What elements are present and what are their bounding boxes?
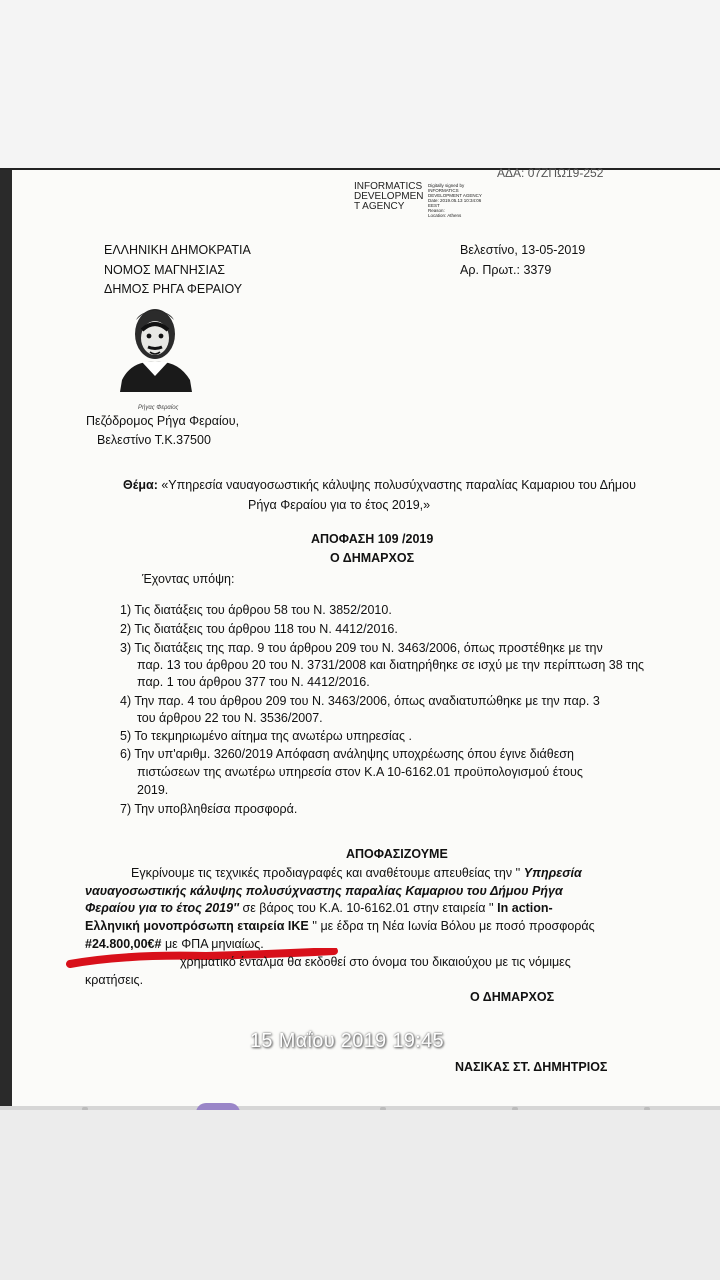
signature-detail-line: Reason:: [428, 208, 445, 213]
decide-text: σε βάρος του Κ.Α. 10-6162.01 στην εταιρεία '': [239, 901, 498, 915]
decide-company-type: Ελληνική μονοπρόσωπη εταιρεία ΙΚΕ: [85, 919, 309, 933]
signature-org: [354, 182, 423, 212]
place-date: Βελεστίνο, 13-05-2019: [460, 243, 586, 257]
list-item-cont: πιστώσεων της ανωτέρω υπηρεσία στον Κ.Α 10-6162.01 προϋπολογισμού έτους: [137, 765, 583, 779]
closing-mayor: Ο ΔΗΜΑΡΧΟΣ: [470, 990, 555, 1004]
list-item-cont: παρ. 13 του άρθρου 20 του Ν. 3731/2008 και διατηρήθηκε σε ισχύ με την περίπτωση 38 της: [137, 658, 645, 672]
subject-line-2: Ρήγα Φεραίου για το έτος 2019,»: [248, 498, 431, 512]
header-republic: ΕΛΛΗΝΙΚΗ ΔΗΜΟΚΡΑΤΙΑ: [104, 243, 251, 257]
ada-number: ΑΔΑ: 07ΖΠΩ19-252: [497, 166, 604, 180]
header-municipality: ΔΗΜΟΣ ΡΗΓΑ ΦΕΡΑΙΟΥ: [104, 282, 243, 296]
list-item: 7) Την υποβληθείσα προσφορά.: [120, 802, 298, 816]
decide-text: Εγκρίνουμε τις τεχνικές προδιαγραφές και αναθέτουμε απευθείας την '': [131, 866, 524, 880]
decide-line-6: χρηματικό ένταλμα θα εκδοθεί στο όνομα του δικαιούχου με τις νόμιμες: [180, 955, 571, 969]
list-item: 4) Την παρ. 4 του άρθρου 209 του Ν. 3463/2006, όπως αναδιατυπώθηκε με την παρ. 3: [120, 694, 600, 708]
decision-title: ΑΠΟΦΑΣΗ 109 /2019: [311, 532, 434, 546]
decide-company: In action-: [497, 901, 553, 915]
list-item: 3) Τις διατάξεις της παρ. 9 του άρθρου 209 του Ν. 3463/2006, όπως προστέθηκε με την: [120, 641, 603, 655]
signature-detail-line: DEVELOPMENT AGENCY: [428, 193, 482, 198]
offer-amount: #24.800,00€#: [85, 937, 162, 951]
signature-detail-line: Location: Athens: [428, 213, 462, 218]
signature-details: [428, 183, 482, 218]
seal-caption: Ρήγας Φεραίος: [138, 405, 179, 411]
list-item-cont: παρ. 1 του άρθρου 377 του Ν. 4412/2016.: [137, 675, 370, 689]
decide-text: '' με έδρα τη Νέα Ιωνία Βόλου με ποσό προσφοράς: [308, 919, 595, 933]
decide-line-2: ναυαγοσωστικής κάλυψης πολυσύχναστης παραλίας Καμαριου του Δήμου Ρήγα: [85, 884, 563, 898]
document-shadow: [0, 170, 12, 1110]
bottom-area: [0, 1110, 720, 1280]
mayor-name: ΝΑΣΙΚΑΣ ΣΤ. ΔΗΜΗΤΡΙΟΣ: [455, 1060, 608, 1074]
signature-org-line: DEVELOPMEN: [354, 191, 424, 202]
decide-line-3: [85, 901, 553, 915]
mayor-title: Ο ΔΗΜΑΡΧΟΣ: [330, 551, 415, 565]
subject-line-1: [123, 478, 636, 492]
subject-label: Θέμα:: [123, 478, 158, 492]
decide-line-4: [85, 919, 595, 933]
list-item: 5) Το τεκμηριωμένο αίτημα της ανωτέρω υπηρεσίας .: [120, 729, 412, 743]
photo-timestamp: 15 Μαΐου 2019 19:45: [250, 1030, 444, 1052]
protocol-number: Αρ. Πρωτ.: 3379: [460, 263, 552, 277]
decide-line-1: [131, 866, 582, 880]
address-street: Πεζόδρομος Ρήγα Φεραίου,: [86, 414, 240, 428]
signature-detail-line: Date: 2019.05.13 10:34:06: [428, 198, 482, 203]
signature-detail-line: EEST: [428, 203, 440, 208]
address-city: Βελεστίνο Τ.Κ.37500: [97, 433, 211, 447]
decide-line-7: κρατήσεις.: [85, 973, 144, 987]
signature-org-line: T AGENCY: [354, 201, 405, 212]
subject-text-1: «Υπηρεσία ναυαγοσωστικής κάλυψης πολυσύχναστης παραλίας Καμαριου του Δήμου: [161, 478, 636, 492]
top-bar: [0, 0, 720, 170]
decide-year: Φεραίου για το έτος 2019'': [85, 901, 240, 915]
decide-text: με ΦΠΑ μηνιαίως.: [161, 937, 264, 951]
decide-title: ΑΠΟΦΑΣΙΖΟΥΜΕ: [346, 847, 448, 861]
list-item: 6) Την υπ'αριθμ. 3260/2019 Απόφαση ανάληψης υποχρέωσης όπου έγινε διάθεση: [120, 747, 574, 761]
list-item: 1) Τις διατάξεις του άρθρου 58 του Ν. 3852/2010.: [120, 603, 392, 617]
header-prefecture: ΝΟΜΟΣ ΜΑΓΝΗΣΙΑΣ: [104, 263, 226, 277]
list-item-cont: του άρθρου 22 του Ν. 3536/2007.: [137, 711, 323, 725]
decide-service: Υπηρεσία: [523, 866, 582, 880]
list-item-cont: 2019.: [137, 783, 169, 797]
signature-detail-line: Digitally signed by: [428, 183, 465, 188]
rigas-feraios-portrait-icon: [112, 300, 198, 396]
signature-detail-line: INFORMATICS: [428, 188, 459, 193]
list-item: 2) Τις διατάξεις του άρθρου 118 του Ν. 4412/2016.: [120, 622, 398, 636]
signature-org-line: INFORMATICS: [354, 181, 423, 192]
considering-label: Έχοντας υπόψη:: [142, 572, 235, 586]
